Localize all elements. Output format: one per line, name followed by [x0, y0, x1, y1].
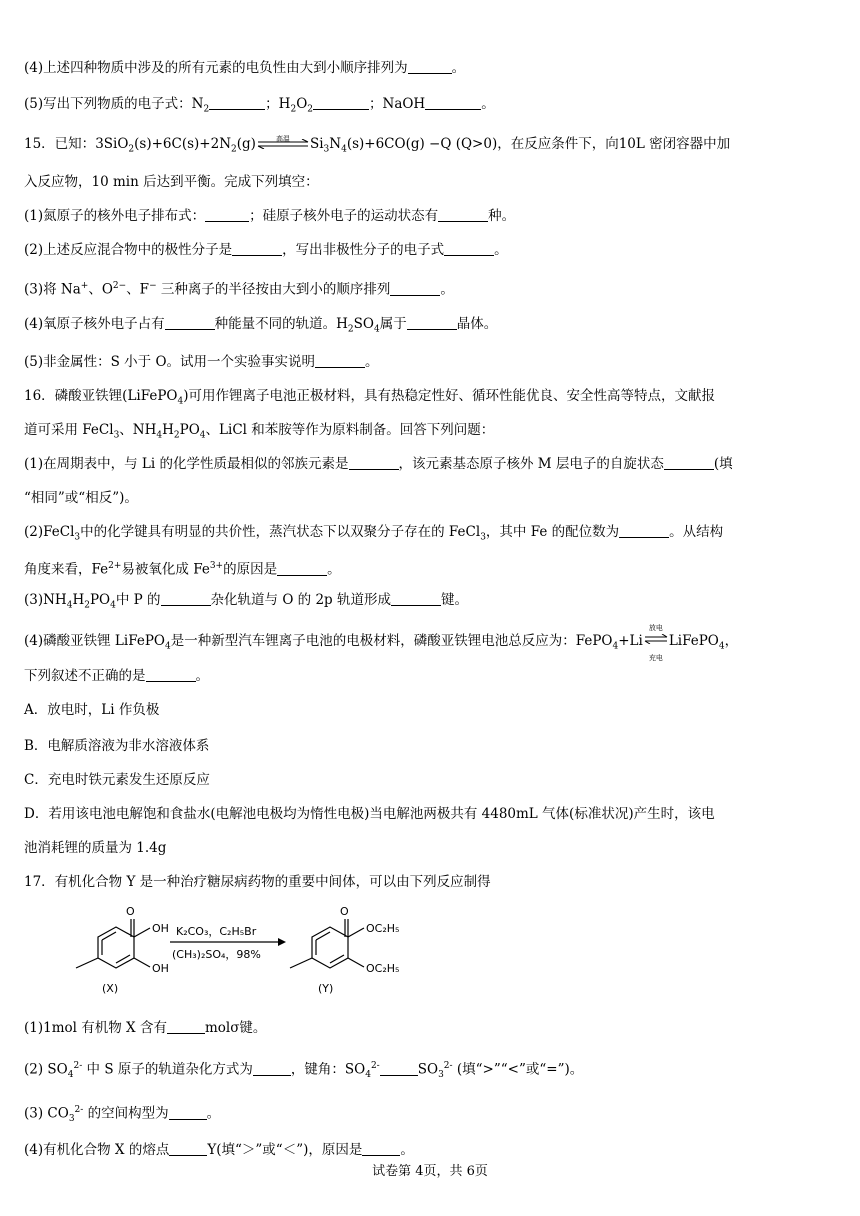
q16-intro: 16．磷酸亚铁锂(LiFePO$_4$)可用作锂离子电池正极材料，具有热稳定性好、循环性能优良、安全性高等特点，文献报	[24, 388, 715, 407]
answer-blank[interactable]	[315, 353, 365, 368]
q16-part2-line2: 角度来看，$Fe^{2+}$易被氧化成 $Fe^{3+}$的原因是 。	[24, 561, 341, 578]
answer-blank[interactable]	[438, 207, 488, 222]
reaction-scheme	[58, 900, 478, 1010]
q15-intro: 15．已知：$3SiO_2(s)+6C(s)+2N_2(g)$ 高温 $Si_3N_4(s)+6CO(g) -Q$ (Q>0)，在反应条件下，向10L 密闭容器中加	[24, 135, 731, 155]
q16-part1: (1)在周期表中，与 Li 的化学性质最相似的邻族元素是 ，该元素基态原子核外 M 层电子的自旋状态 (填	[24, 456, 733, 472]
answer-blank[interactable]	[205, 207, 249, 222]
reagent-top: K₂CO₃，C₂H₅Br	[176, 925, 257, 938]
molecule-x	[76, 919, 150, 968]
answer-blank[interactable]	[167, 1019, 205, 1034]
q14-part5: (5)写出下列物质的电子式：$N_2$ ；$H_2O_2$ ；NaOH 。	[24, 96, 495, 115]
answer-blank[interactable]	[390, 281, 440, 296]
q16-part1-line2: “相同”或“相反”)。	[24, 490, 138, 506]
answer-blank[interactable]	[313, 95, 369, 110]
q16-intro-line2: 道可采用 FeCl$_3$、$NH_4H_2PO_4$、LiCl 和苯胺等作为原料制备。回答下列问题：	[24, 422, 495, 441]
answer-blank[interactable]	[619, 523, 669, 538]
answer-blank[interactable]	[425, 95, 481, 110]
carbonyl-o-x: O	[126, 905, 135, 918]
answer-blank[interactable]	[165, 315, 215, 330]
q17-intro: 17．有机化合物 Y 是一种治疗糖尿病药物的重要中间体，可以由下列反应制得	[24, 874, 491, 890]
methyl-bond-y	[290, 958, 312, 968]
q15-part1: (1)氮原子的核外电子排布式： ；硅原子核外电子的运动状态有 种。	[24, 208, 516, 224]
answer-blank[interactable]	[349, 455, 399, 470]
phenol-oh-x: OH	[152, 962, 169, 975]
molecule-y	[290, 919, 364, 968]
page-footer: 试卷第 4页，共 6页	[372, 1164, 488, 1179]
q16-part3: $(3)NH_4H_2PO_4$中 P 的 杂化轨道与 O 的 2p 轨道形成 键。	[24, 592, 468, 611]
answer-blank[interactable]	[408, 59, 452, 74]
q15-part4: (4)氧原子核外电子占有 种能量不同的轨道。$H_2SO_4$属于 晶体。	[24, 316, 498, 335]
benzene-ring-y	[312, 927, 348, 968]
answer-blank[interactable]	[362, 1141, 400, 1156]
ester-group-y: OC₂H₅	[366, 922, 400, 935]
answer-blank[interactable]	[277, 561, 327, 576]
answer-blank[interactable]	[146, 667, 196, 682]
q16-option-b: B．电解质溶液为非水溶液体系	[24, 738, 210, 754]
q16-option-d: D．若用该电池电解饱和食盐水(电解池电极均为惰性电极)当电解池两极共有 4480mL 气体(标准状况)产生时，该电	[24, 806, 715, 822]
reagent-bottom: (CH₃)₂SO₄，98%	[172, 948, 261, 961]
q16-option-c: C．充电时铁元素发生还原反应	[24, 772, 210, 788]
q15-part5: (5)非金属性：S 小于 O。试用一个实验事实说明 。	[24, 354, 379, 370]
q16-part4: (4)磷酸亚铁锂 LiFePO$_4$是一种新型汽车锂离子电池的电极材料，磷酸亚铁锂电池总反应为：FePO$_4$+Li 放电 充电 LiFePO$_4$，	[24, 624, 739, 662]
q15-intro-line2: 入反应物，10 min 后达到平衡。完成下列填空：	[24, 174, 319, 190]
q17-part2: (2) $SO_4^{2-}$ 中 S 原子的轨道杂化方式为 ，键角：$SO_4^{2-}$ $SO_3^{2-}$ (填“>”“<”或“=”)。	[24, 1061, 584, 1081]
answer-blank[interactable]	[444, 241, 494, 256]
answer-blank[interactable]	[169, 1105, 207, 1120]
q16-option-a: A．放电时，Li 作负极	[24, 702, 160, 718]
q16-part2: (2)FeCl$_3$中的化学键具有明显的共价性，蒸汽状态下以双聚分子存在的 FeCl$_3$，其中 Fe 的配位数为 。从结构	[24, 524, 724, 543]
answer-blank[interactable]	[391, 591, 441, 606]
reaction-arrow	[170, 938, 286, 946]
ether-group-y: OC₂H₅	[366, 962, 400, 975]
q16-option-d-line2: 池消耗锂的质量为 1.4g	[24, 840, 167, 856]
answer-blank[interactable]	[161, 591, 211, 606]
answer-blank[interactable]	[209, 95, 265, 110]
label-y: (Y)	[318, 982, 334, 995]
carbonyl-o-y: O	[340, 905, 349, 918]
answer-blank[interactable]	[169, 1141, 207, 1156]
label-x: (X)	[102, 982, 119, 995]
q15-part2: (2)上述反应混合物中的极性分子是 ，写出非极性分子的电子式 。	[24, 242, 508, 258]
q17-part3: (3) $CO_3^{2-}$ 的空间构型为 。	[24, 1105, 221, 1125]
q16-part4-line2: 下列叙述不正确的是 。	[24, 668, 209, 684]
q17-part4: (4)有机化合物 X 的熔点 Y(填“＞”或“＜”)，原因是 。	[24, 1142, 414, 1158]
acid-oh-x: OH	[152, 922, 169, 935]
benzene-ring-x	[98, 927, 134, 968]
q14-part4: (4)上述四种物质中涉及的所有元素的电负性由大到小顺序排列为 。	[24, 60, 466, 76]
methyl-bond-x	[76, 958, 98, 968]
answer-blank[interactable]	[407, 315, 457, 330]
answer-blank[interactable]	[232, 241, 282, 256]
answer-blank[interactable]	[664, 455, 714, 470]
answer-blank[interactable]	[380, 1061, 418, 1076]
reversible-arrow-icon	[643, 634, 669, 644]
equilibrium-arrow-icon	[256, 139, 310, 149]
answer-blank[interactable]	[253, 1061, 291, 1076]
q15-part3: (3)将 Na+、$O^{2-}$、F− 三种离子的半径按由大到小的顺序排列 。	[24, 281, 454, 298]
equilibrium-arrow: 高温	[256, 135, 310, 151]
q17-part1: (1)1mol 有机物 X 含有 molσ键。	[24, 1020, 267, 1036]
reversible-arrow: 放电 充电	[643, 630, 669, 650]
